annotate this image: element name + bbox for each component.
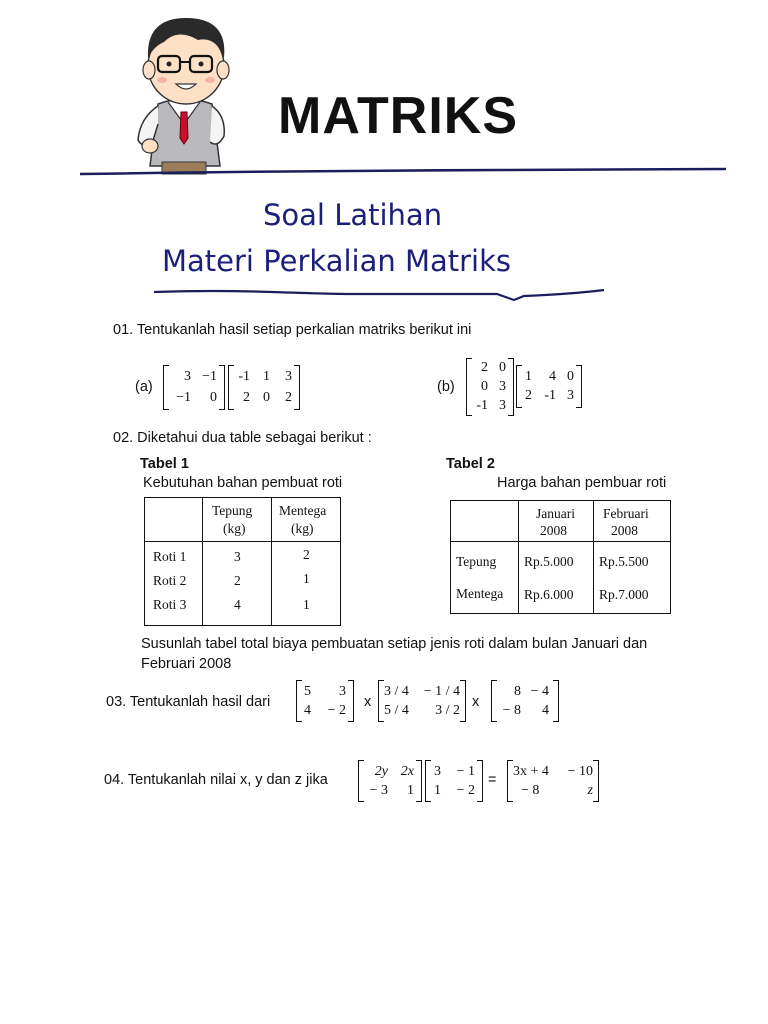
- table-1-header-mentega: Mentega (kg): [272, 498, 341, 542]
- matrix-entry: -1: [544, 388, 556, 404]
- subtitle-underline: [152, 286, 608, 306]
- matrix-entry: − 2: [456, 782, 475, 798]
- question-2-text: 02. Diketahui dua table sebagai berikut :: [113, 430, 372, 446]
- matrix-entry: 2x: [400, 763, 414, 779]
- matrix-entry: 2: [481, 360, 488, 376]
- matrix-entry: −1: [176, 389, 191, 405]
- matrix-entry: 3x + 4: [513, 763, 549, 779]
- multiply-sign: x: [472, 694, 480, 710]
- header-divider: [80, 166, 728, 178]
- question-1a-label: (a): [135, 379, 153, 395]
- matrix-entry: 3: [184, 369, 191, 385]
- question-3-text: 03. Tentukanlah hasil dari: [106, 694, 271, 710]
- table-cell: Rp.5.000: [524, 554, 574, 569]
- matrix-entry: 5: [304, 683, 311, 699]
- matrix-entry: 4: [304, 702, 311, 718]
- q1a-matrix-left: [163, 365, 225, 410]
- matrix-entry: 2: [285, 389, 292, 405]
- matrix-entry: 3: [434, 763, 441, 779]
- table-cell: Mentega: [456, 586, 504, 601]
- question-2-instruction-line-1: Susunlah tabel total biaya pembuatan setiap jenis roti dalam bulan Januari dan: [141, 636, 648, 652]
- table-cell: 1: [303, 597, 310, 612]
- matrix-entry: 1: [434, 782, 441, 798]
- matrix-entry: 0: [567, 368, 574, 384]
- table-2-title: Tabel 2: [446, 456, 495, 472]
- matrix-entry: 3: [285, 369, 292, 385]
- matrix-entry: − 4: [530, 683, 549, 699]
- table-cell: 3: [234, 549, 241, 564]
- table-cell: 2: [303, 547, 310, 562]
- matrix-entry: − 1 / 4: [423, 683, 460, 699]
- matrix-entry: 5 / 4: [384, 702, 409, 718]
- q1b-matrix-left: [466, 358, 514, 416]
- matrix-entry: 3: [339, 683, 346, 699]
- matrix-entry: − 10: [567, 763, 593, 779]
- table-cell: Roti 1: [153, 549, 187, 564]
- matrix-entry: -1: [476, 397, 488, 413]
- table-cell: Rp.5.500: [599, 554, 649, 569]
- table-2-header-februari: Februari 2008: [594, 501, 671, 542]
- q4-matrix-1: [358, 760, 422, 802]
- table-1-caption: Kebutuhan bahan pembuat roti: [143, 475, 343, 491]
- matrix-entry: 3 / 2: [435, 702, 460, 718]
- matrix-entry: 4: [542, 702, 549, 718]
- matrix-entry: − 2: [327, 702, 346, 718]
- table-2-caption: Harga bahan pembuar roti: [497, 475, 667, 491]
- table-2-row-labels: [451, 542, 519, 614]
- matrix-entry: 2: [525, 388, 532, 404]
- table-1: [144, 497, 341, 626]
- table-2-header-januari: Januari 2008: [519, 501, 594, 542]
- table-cell: Rp.6.000: [524, 587, 574, 602]
- table-cell: Roti 2: [153, 573, 187, 588]
- page-title: MATRIKS: [278, 87, 519, 145]
- subtitle-line-1: Soal Latihan: [263, 198, 443, 232]
- matrix-entry: 8: [514, 683, 521, 699]
- matrix-entry: 0: [263, 389, 270, 405]
- matrix-entry: 0: [210, 389, 217, 405]
- question-4-text: 04. Tentukanlah nilai x, y dan z jika: [104, 772, 328, 788]
- matrix-entry: 1: [525, 368, 532, 384]
- table-cell: 4: [234, 597, 241, 612]
- question-1b-label: (b): [437, 379, 455, 395]
- q4-matrix-2: [425, 760, 483, 802]
- equals-sign: =: [488, 772, 497, 788]
- question-2-instruction-line-2: Februari 2008: [141, 656, 232, 672]
- table-cell: 2: [234, 573, 241, 588]
- table-cell: Rp.7.000: [599, 587, 649, 602]
- table-cell: 1: [303, 571, 310, 586]
- q3-matrix-2: [378, 680, 466, 722]
- q1a-matrix-right: [228, 365, 300, 410]
- table-2: [450, 500, 671, 614]
- q3-matrix-3: [491, 680, 559, 722]
- matrix-entry: -1: [238, 369, 250, 385]
- q1b-matrix-right: [516, 365, 582, 408]
- matrix-entry: 4: [549, 368, 556, 384]
- matrix-entry: 3: [499, 378, 506, 394]
- table-1-title: Tabel 1: [140, 456, 189, 472]
- multiply-sign: x: [364, 694, 372, 710]
- table-1-mentega-values: [272, 542, 341, 626]
- matrix-entry: − 8: [502, 702, 521, 718]
- matrix-entry: − 3: [369, 782, 388, 798]
- table-2-januari-values: [519, 542, 594, 614]
- matrix-entry: − 1: [456, 763, 475, 779]
- matrix-entry: z: [587, 782, 593, 798]
- matrix-entry: 1: [407, 782, 414, 798]
- matrix-entry: 3: [499, 397, 506, 413]
- teacher-cartoon-illustration: [128, 6, 240, 176]
- question-1-text: 01. Tentukanlah hasil setiap perkalian matriks berikut ini: [113, 322, 472, 338]
- matrix-entry: 2: [243, 389, 250, 405]
- subtitle-line-2: Materi Perkalian Matriks: [162, 244, 512, 278]
- q4-matrix-3: [507, 760, 599, 802]
- matrix-entry: − 8: [521, 782, 540, 798]
- matrix-entry: 3: [567, 388, 574, 404]
- table-cell: Tepung: [456, 554, 497, 569]
- matrix-entry: −1: [202, 369, 217, 385]
- table-1-tepung-values: [203, 542, 272, 626]
- table-1-header-tepung: Tepung (kg): [203, 498, 272, 542]
- q3-matrix-1: [296, 680, 354, 722]
- table-1-row-labels: [145, 542, 203, 626]
- matrix-entry: 1: [263, 369, 270, 385]
- table-cell: Roti 3: [153, 597, 187, 612]
- matrix-entry: 0: [481, 378, 488, 394]
- table-2-februari-values: [594, 542, 671, 614]
- matrix-entry: 0: [499, 360, 506, 376]
- matrix-entry: 2y: [374, 763, 388, 779]
- matrix-entry: 3 / 4: [384, 683, 409, 699]
